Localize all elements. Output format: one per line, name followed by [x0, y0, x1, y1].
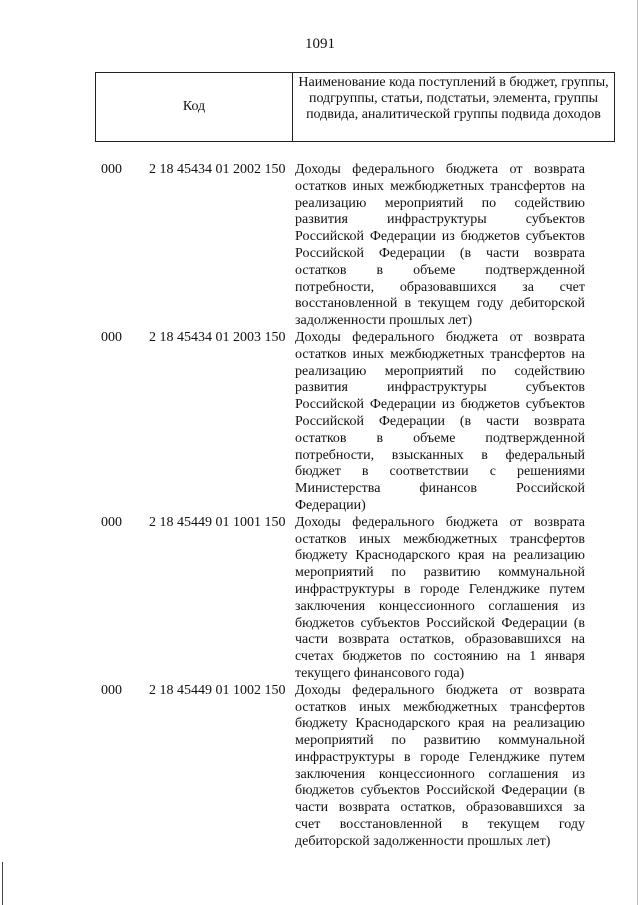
- table-row: [0, 683, 640, 851]
- income-codes-list: [0, 162, 640, 851]
- income-description: Доходы федерального бюджета от возврата остатков иных межбюджетных трансфертов на реализацию мероприятий по содействию развития инфраструктуры субъектов Российской Федерации из бюджетов субъектов Российской Федерации (в части возврата остатков в объеме подтвержденной потребности, образовавшихся за счет восстановленной в текущем году дебиторской задолженности прошлых лет): [295, 162, 585, 329]
- income-code: 2 18 45449 01 1002 150: [149, 682, 286, 698]
- admin-code: 000: [101, 682, 122, 698]
- income-code: 2 18 45449 01 1001 150: [149, 514, 286, 530]
- income-description: Доходы федерального бюджета от возврата остатков иных межбюджетных трансфертов бюджету Краснодарского края на реализацию мероприятий по развитию коммунальной инфраструктуры в городе Геленджике путем заключения концессионного соглашения из бюджетов субъектов Российской Федерации (в части возврата остатков, образовавшихся на счетах бюджетов по состоянию на 1 января текущего финансового года): [295, 514, 585, 681]
- income-description: Доходы федерального бюджета от возврата остатков иных межбюджетных трансфертов бюджету Краснодарского края на реализацию мероприятий по развитию коммунальной инфраструктуры в городе Геленджике путем заключения концессионного соглашения из бюджетов субъектов Российской Федерации (в части возврата остатков, образовавшихся за счет восстановленной в текущем году дебиторской задолженности прошлых лет): [295, 682, 585, 849]
- scan-edge-right: [637, 0, 638, 905]
- table-row: [0, 330, 640, 515]
- table-row: [0, 515, 640, 683]
- admin-code: 000: [101, 514, 122, 530]
- income-code: 2 18 45434 01 2003 150: [149, 329, 286, 345]
- admin-code: 000: [101, 329, 122, 345]
- income-description: Доходы федерального бюджета от возврата остатков иных межбюджетных трансфертов на реализацию мероприятий по содействию развития инфраструктуры субъектов Российской Федерации из бюджетов субъектов Российской Федерации (в части возврата остатков в объеме подтвержденной потребности, взысканных в федеральный бюджет в соответствии с решениями Министерства финансов Российской Федерации): [295, 329, 585, 513]
- page-number: 1091: [305, 36, 335, 52]
- header-name-cell: Наименование кода поступлений в бюджет, группы, подгруппы, статьи, подстатьи, элемента, группы подвида, аналитической группы подвида доходов: [298, 75, 609, 122]
- income-code: 2 18 45434 01 2002 150: [149, 162, 286, 177]
- scan-edge-left: [2, 862, 3, 905]
- table-row: [0, 162, 640, 330]
- header-code-cell: Код: [96, 73, 293, 141]
- table-header: [95, 72, 615, 142]
- admin-code: 000: [101, 162, 122, 177]
